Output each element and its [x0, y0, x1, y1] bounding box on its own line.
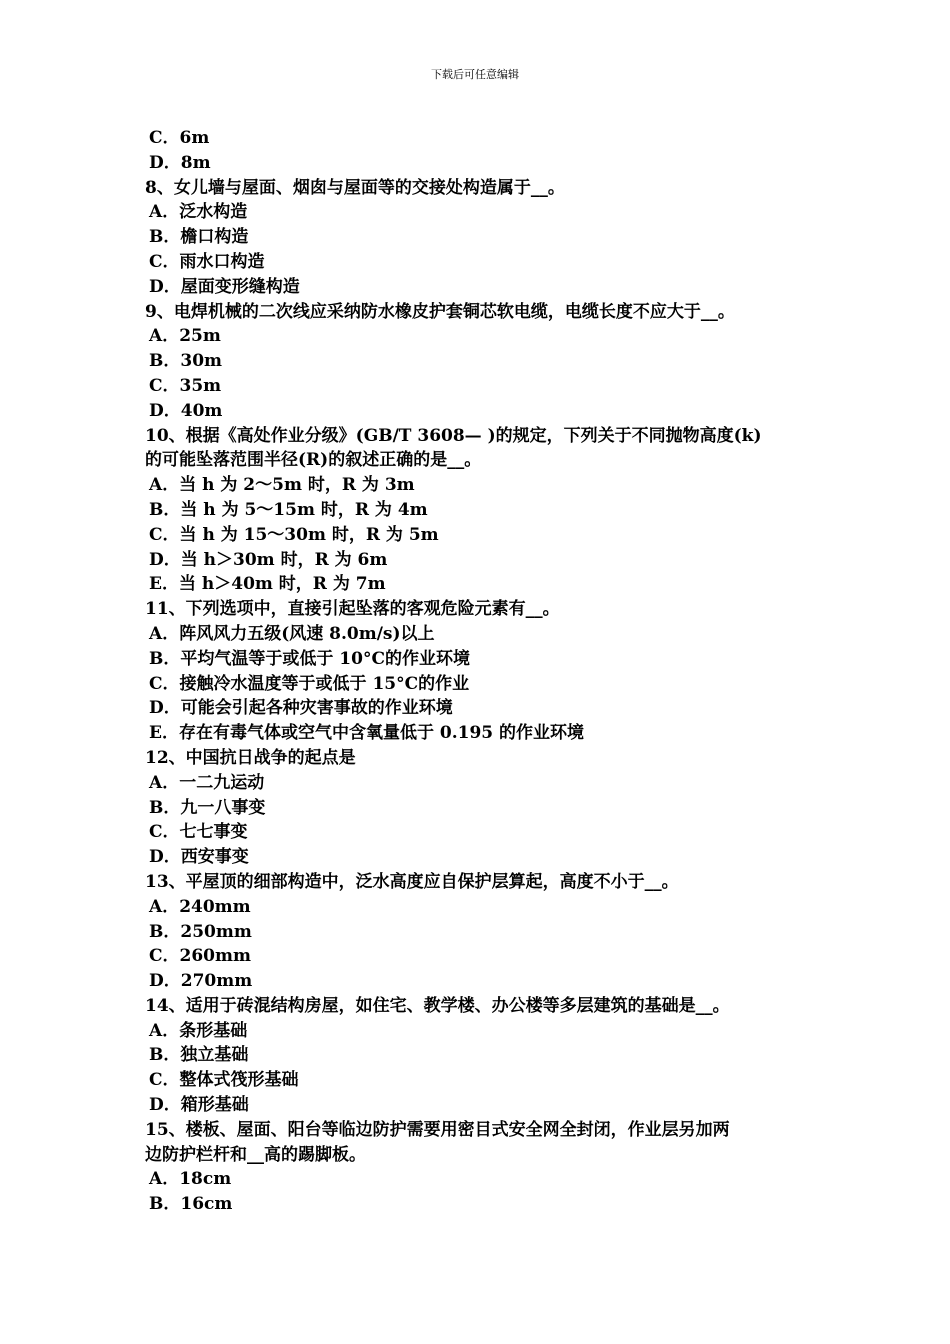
- question-text: 8、女儿墙与屋面、烟囱与屋面等的交接处构造属于__。: [145, 177, 565, 198]
- answer-option: B．九一八事变: [149, 797, 266, 818]
- question-text: 11、下列选项中，直接引起坠落的客观危险元素有__。: [145, 599, 560, 620]
- answer-option: D．箱形基础: [149, 1095, 249, 1116]
- question-text: 14、适用于砖混结构房屋，如住宅、教学楼、办公楼等多层建筑的基础是__。: [145, 995, 730, 1016]
- answer-option: D．屋面变形缝构造: [149, 276, 300, 297]
- answer-option: C．接触冷水温度等于或低于 15°C的作业: [149, 673, 470, 694]
- answer-option: A．当 h 为 2～5m 时，R 为 3m: [149, 475, 415, 496]
- answer-option: B．250mm: [149, 921, 252, 942]
- answer-option: A．阵风风力五级(风速 8.0m/s)以上: [149, 623, 435, 644]
- answer-option: A．18cm: [149, 1169, 232, 1190]
- answer-option: A．一二九运动: [149, 772, 265, 793]
- answer-option: D．8m: [149, 152, 211, 173]
- answer-option: C．当 h 为 15～30m 时，R 为 5m: [149, 524, 439, 545]
- question-text: 10、根据《高处作业分级》(GB/T 3608— )的规定，下列关于不同抛物高度(k): [145, 425, 762, 446]
- answer-option: B．16cm: [149, 1194, 233, 1215]
- question-text: 13、平屋顶的细部构造中，泛水高度应自保护层算起，高度不小于__。: [145, 871, 679, 892]
- answer-option: C．雨水口构造: [149, 251, 265, 272]
- answer-option: D．40m: [149, 400, 223, 421]
- answer-option: D．可能会引起各种灾害事故的作业环境: [149, 698, 453, 719]
- question-text: 边防护栏杆和__高的踢脚板。: [145, 1144, 366, 1165]
- answer-option: C．七七事变: [149, 822, 248, 843]
- answer-option: E．存在有毒气体或空气中含氧量低于 0.195 的作业环境: [149, 723, 585, 744]
- page-header: 下载后可任意编辑: [431, 68, 519, 81]
- question-text: 9、电焊机械的二次线应采纳防水橡皮护套铜芯软电缆，电缆长度不应大于__。: [145, 301, 735, 322]
- answer-option: D．270mm: [149, 971, 253, 992]
- answer-option: A．条形基础: [149, 1020, 248, 1041]
- answer-option: A．25m: [149, 326, 221, 347]
- answer-option: B．独立基础: [149, 1045, 249, 1066]
- question-text: 的可能坠落范围半径(R)的叙述正确的是__。: [145, 450, 482, 471]
- answer-option: B．30m: [149, 351, 223, 372]
- question-text: 15、楼板、屋面、阳台等临边防护需要用密目式安全网全封闭，作业层另加两: [145, 1119, 730, 1140]
- answer-option: C．整体式筏形基础: [149, 1070, 299, 1091]
- answer-option: C．35m: [149, 375, 222, 396]
- answer-option: B．当 h 为 5～15m 时，R 为 4m: [149, 499, 428, 520]
- answer-option: E．当 h＞40m 时，R 为 7m: [149, 574, 386, 595]
- answer-option: A．240mm: [149, 896, 251, 917]
- answer-option: B．平均气温等于或低于 10°C的作业环境: [149, 648, 470, 669]
- answer-option: C．260mm: [149, 946, 251, 967]
- question-text: 12、中国抗日战争的起点是: [145, 747, 356, 768]
- answer-option: B．檐口构造: [149, 227, 249, 248]
- answer-option: A．泛水构造: [149, 202, 248, 223]
- answer-option: C．6m: [149, 128, 210, 148]
- document-body: [145, 126, 815, 1217]
- answer-option: D．西安事变: [149, 847, 249, 868]
- answer-option: D．当 h＞30m 时，R 为 6m: [149, 549, 388, 570]
